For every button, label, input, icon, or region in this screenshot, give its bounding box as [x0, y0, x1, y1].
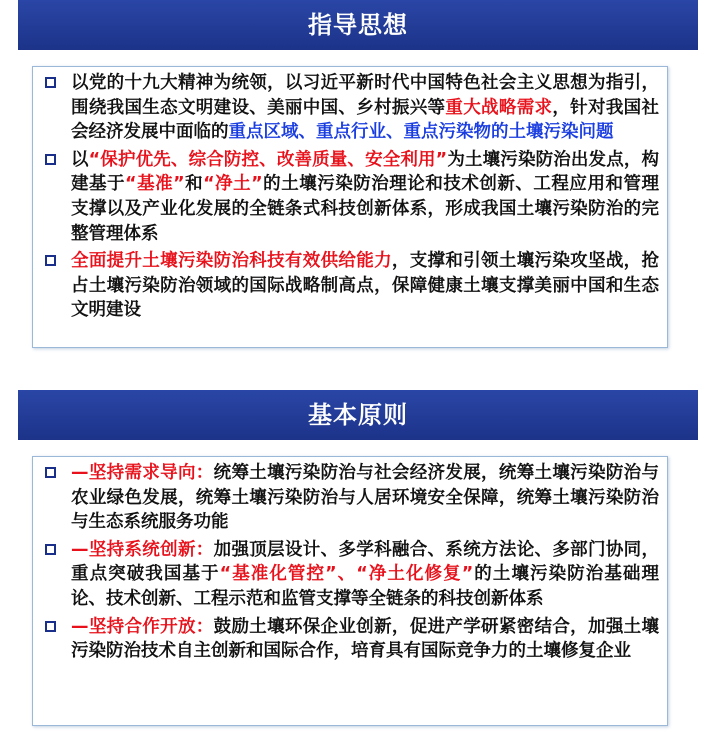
section-guiding-ideology: [18, 0, 698, 50]
section-title: 基本原则: [18, 390, 698, 440]
square-bullet-icon: [45, 467, 56, 478]
item-highlight-red: “净土”: [203, 174, 263, 195]
item-text: ，针对我国社会经济发展中面临的: [71, 97, 659, 143]
basic-principles-box: [32, 456, 668, 726]
square-bullet-icon: [45, 255, 56, 266]
item-text: 为土壤污染防治出发点，构建基于: [71, 149, 659, 195]
square-bullet-icon: [45, 154, 56, 165]
item-text: 统筹土壤污染防治与社会经济发展，统筹土壤污染防治与农业绿色发展，统筹土壤污染防治与人居环境安全保障，统筹土壤污染防治与生态系统服务功能: [71, 463, 659, 533]
list-item: [41, 461, 659, 535]
item-highlight-red: “保护优先、综合防控、改善质量、安全利用”: [88, 149, 448, 170]
item-highlight-red: —坚持需求导向：: [71, 463, 214, 483]
item-text: 的土壤污染防治基础理论、技术创新、工程示范和监管支撑等全链条的科技创新体系: [71, 564, 659, 609]
section-title: 指导思想: [18, 0, 698, 50]
item-text: 和: [184, 174, 204, 195]
item-highlight-red: “基准”: [125, 174, 185, 195]
section-basic-principles: [18, 390, 698, 440]
item-text: 以: [71, 149, 89, 170]
square-bullet-icon: [45, 77, 56, 88]
square-bullet-icon: [45, 621, 56, 632]
item-text: 鼓励土壤环保企业创新，促进产学研紧密结合，加强土壤污染防治技术自主创新和国际合作，培育具有国际竞争力的土壤修复企业: [71, 616, 659, 662]
item-text: 的土壤污染防治理论和技术创新、工程应用和管理支撑以及产业化发展的全链条式科技创新体系，形成我国土壤污染防治的完整管理体系: [71, 174, 659, 244]
list-item: [41, 71, 659, 145]
square-bullet-icon: [45, 544, 56, 555]
item-highlight-blue: 重点区域、重点行业、重点污染物的土壤污染问题: [228, 122, 614, 143]
item-highlight-red: —坚持系统创新：: [71, 539, 214, 560]
list-item: [41, 148, 659, 246]
list-item: [41, 615, 659, 664]
item-highlight-red: 重大战略需求: [445, 97, 553, 118]
item-highlight-red: 全面提升土壤污染防治科技有效供给能力: [71, 251, 392, 272]
list-item: [41, 538, 659, 612]
list-item: [41, 249, 659, 323]
item-text: 以党的十九大精神为统领，以习近平新时代中国特色社会主义思想为指引，围绕我国生态文明建设、美丽中国、乡村振兴等: [71, 73, 659, 118]
item-text: 加强顶层设计、多学科融合、系统方法论、多部门协同，重点突破我国基于: [71, 539, 659, 585]
item-highlight-red: —坚持合作开放：: [71, 616, 214, 637]
item-highlight-red: “基准化管控”、“净土化修复”: [219, 564, 474, 585]
guiding-ideology-box: [32, 66, 668, 348]
item-text: ，支撑和引领土壤污染攻坚战，抢占土壤污染防治领域的国际战略制高点，保障健康土壤支撑美丽中国和生态文明建设: [71, 251, 659, 321]
